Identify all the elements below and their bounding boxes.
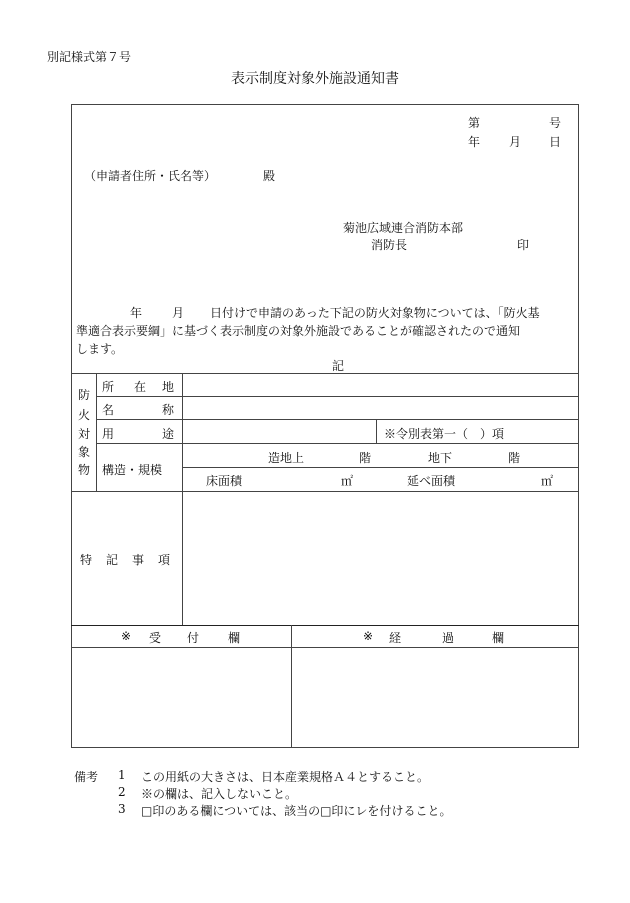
reception-char-1: ※ — [121, 629, 132, 643]
seal-mark: 印 — [517, 238, 530, 252]
location-label-1: 所 — [102, 380, 115, 394]
form-number: 別記様式第７号 — [47, 50, 132, 64]
group-label-char: 火 — [78, 408, 91, 422]
total-area-unit: ㎡ — [541, 474, 554, 488]
note-text: この用紙の大きさは、日本産業規格Ａ４とすること。 — [141, 770, 430, 784]
remarks-label-4: 項 — [158, 553, 171, 567]
structure-above-ground: 造地上 — [268, 451, 305, 465]
reception-char-4: 欄 — [228, 631, 241, 645]
progress-char-2: 経 — [389, 631, 402, 645]
total-area-label: 延べ面積 — [407, 474, 456, 488]
structure-label: 構造・規模 — [102, 463, 163, 477]
body-year: 年 — [130, 306, 143, 320]
group-label-char: 物 — [78, 463, 91, 477]
addressee-honorific: 殿 — [263, 169, 276, 183]
progress-char-1: ※ — [363, 629, 374, 643]
location-label-2: 在 — [134, 380, 147, 394]
ki-heading: 記 — [331, 359, 344, 373]
structure-below-ground: 地下 — [428, 451, 453, 465]
reception-char-2: 受 — [149, 631, 162, 645]
name-label-1: 名 — [102, 403, 115, 417]
remarks-label-2: 記 — [106, 553, 119, 567]
usage-note: ※令別表第一（ ）項 — [384, 427, 505, 441]
structure-floor-unit-1: 階 — [359, 451, 372, 465]
structure-floor-unit-2: 階 — [508, 451, 521, 465]
number-suffix: 号 — [549, 116, 562, 130]
body-line-3: します。 — [76, 342, 124, 356]
note-number: 1 — [118, 768, 126, 782]
note-number: 2 — [118, 785, 126, 799]
progress-char-4: 欄 — [492, 631, 505, 645]
note-text: ※の欄は、記入しないこと。 — [141, 787, 298, 801]
group-label-char: 対 — [78, 427, 91, 441]
progress-char-3: 過 — [442, 631, 455, 645]
remarks-label-3: 事 — [132, 553, 145, 567]
remarks-label-1: 特 — [80, 553, 93, 567]
location-label-3: 地 — [162, 380, 175, 394]
name-label-2: 称 — [162, 403, 175, 417]
addressee-label: （申請者住所・氏名等） — [84, 169, 217, 183]
reception-char-3: 付 — [187, 631, 200, 645]
group-label-char: 防 — [78, 388, 91, 402]
date-year: 年 — [468, 135, 481, 149]
note-text: □印のある欄については、該当の□印にレを付けること。 — [141, 804, 452, 818]
date-month: 月 — [509, 135, 522, 149]
body-month: 月 — [172, 306, 185, 320]
note-number: 3 — [118, 802, 126, 816]
floor-area-label: 床面積 — [206, 474, 243, 488]
number-prefix: 第 — [468, 116, 481, 130]
usage-label-2: 途 — [162, 427, 175, 441]
sender-organization: 菊池広域連合消防本部 — [343, 221, 464, 235]
date-day: 日 — [549, 135, 562, 149]
group-label-char: 象 — [78, 445, 91, 459]
body-line-1: 日付けで申請のあった下記の防火対象物については、「防火基 — [210, 306, 540, 320]
floor-area-unit: ㎡ — [341, 474, 354, 488]
usage-label-1: 用 — [102, 427, 115, 441]
notes-label: 備考 — [74, 770, 99, 784]
document-title: 表示制度対象外施設通知書 — [231, 71, 399, 87]
body-line-2: 準適合表示要綱」に基づく表示制度の対象外施設であることが確認されたので通知 — [76, 324, 521, 338]
sender-title: 消防長 — [371, 238, 408, 252]
